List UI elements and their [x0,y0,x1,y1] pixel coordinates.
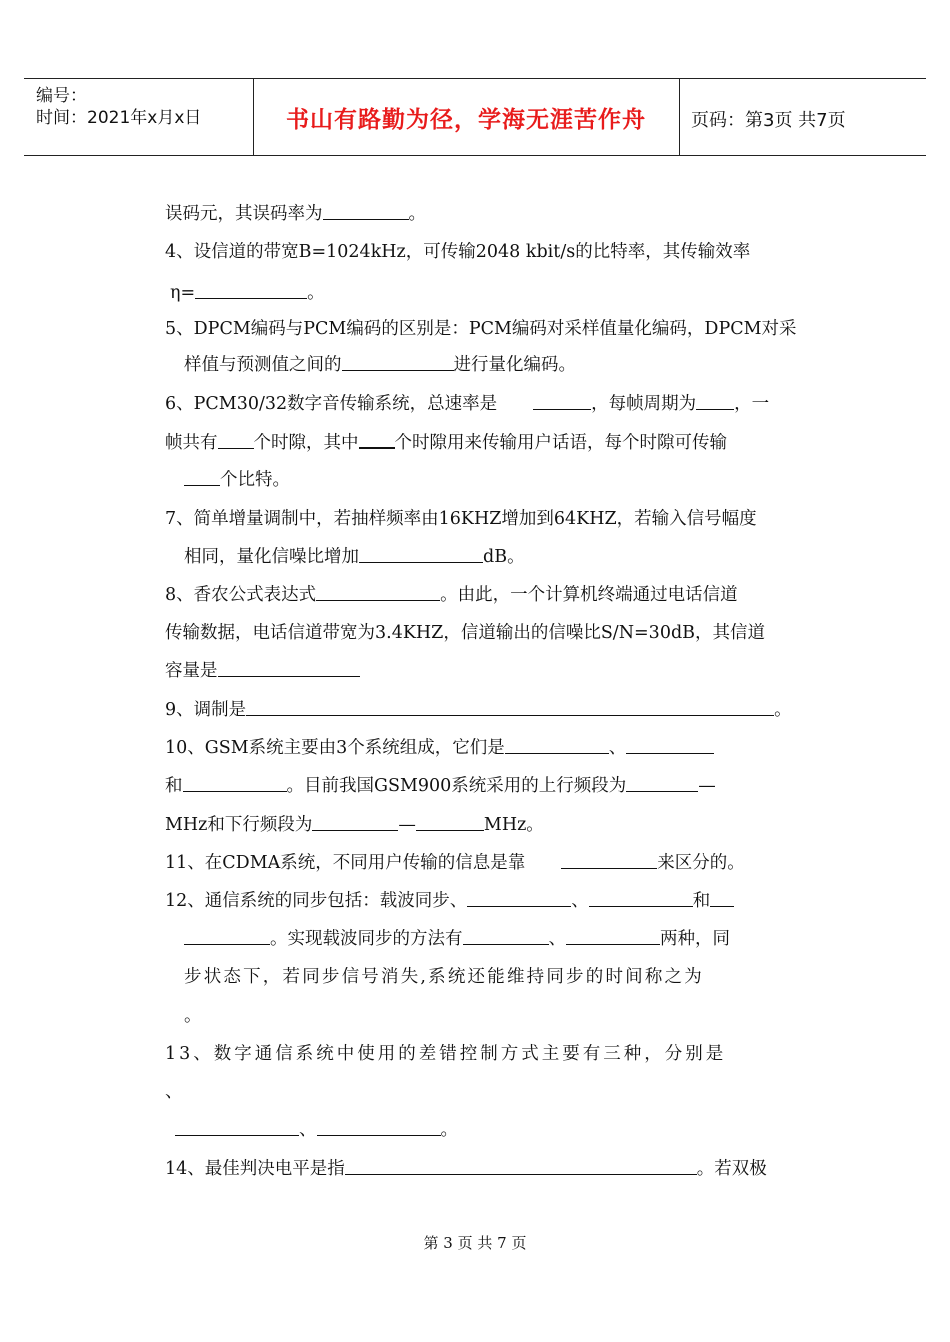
question-5: 5、DPCM编码与PCM编码的区别是：PCM编码对采样值量化编码，DPCM对采 [165,319,797,339]
fill-blank [246,698,774,716]
header-divider [253,79,254,155]
question-12-cont: 步状态下，若同步信号消失,系统还能维持同步的时间称之为 [184,967,704,987]
question-12-cont: 。实现载波同步的方法有 、 两种，同 [184,927,730,951]
fill-blank [317,1118,441,1136]
question-10-cont: 和 。目前我国GSM900系统采用的上行频段为 — [165,776,716,796]
fill-blank [218,659,360,677]
header-motto: 书山有路勤为径，学海无涯苦作舟 [286,107,646,133]
fill-blank [533,392,591,410]
question-4-cont: η= 。 [170,283,325,303]
serial-label: 编号： [36,86,87,106]
page-footer: 第 3 页 共 7 页 [423,1234,527,1252]
fill-blank [505,736,609,754]
fill-blank [195,281,307,299]
question-8: 8、香农公式表达式 。由此，一个计算机终端通过电话信道 [165,585,738,605]
question-6: 6、PCM30/32数字音传输系统，总速率是 ，每帧周期为 ，一 [165,394,770,414]
fill-blank [696,392,734,410]
question-10-cont: MHz和下行频段为 — MHz。 [165,815,544,835]
fill-blank [316,583,440,601]
fill-blank [416,813,484,831]
fill-blank [218,431,254,449]
fill-blank [467,889,571,907]
fill-blank [342,353,454,371]
fill-blank [183,774,287,792]
text-line: 误码元，其误码率为 。 [165,204,426,224]
fill-blank [345,1157,697,1175]
fill-blank [626,774,698,792]
question-8-cont: 容量是 [165,659,360,683]
question-12-cont: 。 [184,1006,202,1026]
question-6-cont: 帧共有 个时隙，其中 个时隙用来传输用户话语，每个时隙可传输 [165,430,727,455]
question-7: 7、简单增量调制中，若抽样频率由16KHZ增加到64KHZ，若输入信号幅度 [165,509,757,529]
time-label: 时间：2021年x月x日 [36,108,202,128]
fill-blank [710,889,734,907]
fill-blank [463,927,549,945]
question-13-cont: 、 [165,1082,183,1102]
question-7-cont: 相同，量化信噪比增加 dB。 [184,547,525,567]
question-10: 10、GSM系统主要由3个系统组成，它们是 、 [165,736,714,760]
question-8-cont: 传输数据，电话信道带宽为3.4KHZ，信道输出的信噪比S/N=30dB，其信道 [165,623,766,643]
fill-blank [312,813,398,831]
question-14: 14、最佳判决电平是指 。若双极 [165,1159,767,1179]
question-13: 13、数字通信系统中使用的差错控制方式主要有三种，分别是 [165,1044,727,1064]
page-header [24,78,926,156]
fill-blank [175,1118,299,1136]
fill-blank [359,545,483,563]
question-6-cont: 个比特。 [184,468,290,492]
fill-blank [184,927,270,945]
fill-blank [359,430,395,449]
header-page-number: 页码：第3页 共7页 [691,110,846,131]
fill-blank [323,202,409,220]
fill-blank [566,927,660,945]
header-divider [679,79,680,155]
question-5-cont: 样值与预测值之间的 进行量化编码。 [184,355,576,375]
question-12: 12、通信系统的同步包括：载波同步、 、 和 [165,889,734,913]
fill-blank [561,851,657,869]
question-4: 4、设信道的带宽B=1024kHz，可传输2048 kbit/s的比特率，其传输效率 [165,242,751,262]
fill-blank [626,736,714,754]
question-9: 9、调制是 。 [165,700,792,720]
fill-blank [184,468,220,486]
header-meta [36,85,201,129]
question-13-cont: 、 。 [175,1118,458,1142]
fill-blank [589,889,693,907]
question-11: 11、在CDMA系统，不同用户传输的信息是靠 来区分的。 [165,853,745,873]
